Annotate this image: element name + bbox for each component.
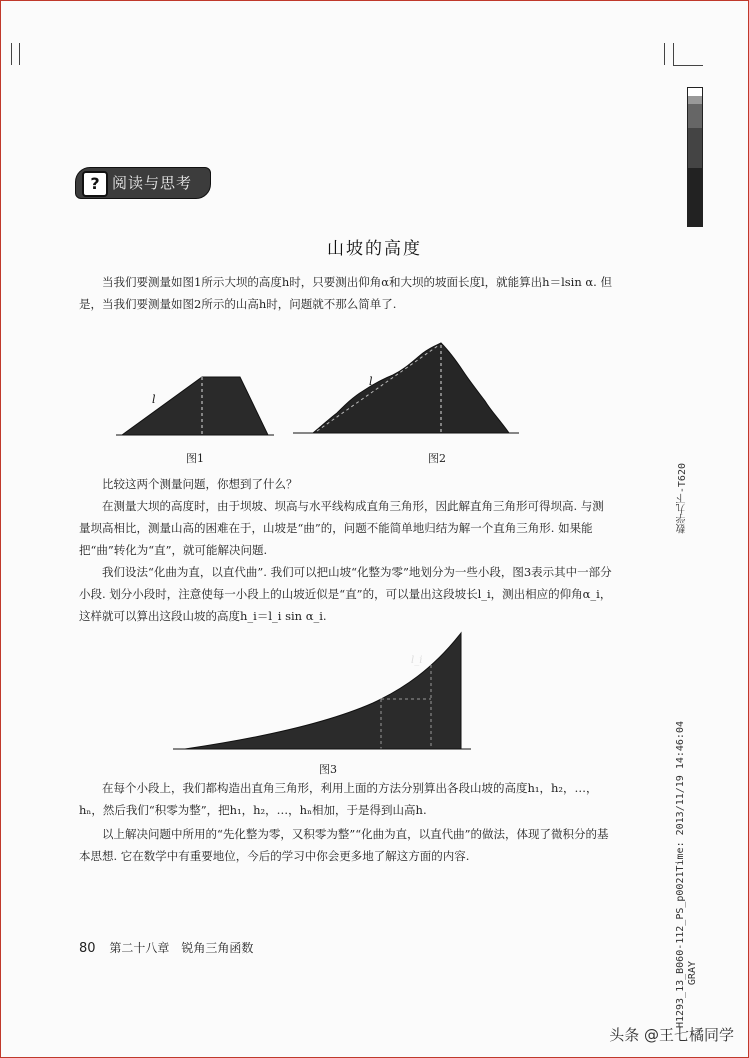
side-label-gray: GRAY [687, 961, 698, 986]
gray-scale-bar [687, 87, 703, 227]
question-paragraph: 比较这两个测量问题，你想到了什么？ [102, 477, 298, 491]
chapter-title: 第二十八章 锐角三角函数 [109, 941, 254, 955]
section-badge-label: 阅读与思考 [112, 174, 193, 192]
crop-mark [664, 43, 665, 65]
figure-1-dam [116, 369, 276, 441]
article-title: 山坡的高度 [327, 239, 422, 259]
crop-mark [673, 43, 674, 65]
page-footer [79, 939, 253, 956]
crop-mark [11, 43, 12, 65]
figure-2-mountain [293, 339, 523, 439]
page-number: 80 [79, 941, 96, 956]
paragraph-2: 在测量大坝的高度时，由于坝坡、坝高与水平线构成直角三角形，因此解直角三角形可得坝高. 与测量坝高相比，测量山高的困难在于，山坡是“曲”的，问题不能简单地归结为解一个直角三角形. 如果能把“曲”转化为“直”，就可能解决问题. [79, 499, 604, 557]
slope-shape [185, 633, 461, 749]
section-badge [75, 167, 211, 199]
question-mark-icon: ? [82, 171, 108, 197]
figure-1-caption: 图1 [186, 452, 204, 465]
segment-label: l_i [411, 655, 423, 666]
side-label-top: 数学九下-T620 [677, 463, 688, 534]
mountain-shape [313, 343, 509, 433]
crop-mark [19, 43, 20, 65]
side-label-bottom: H1293_13_B060-112_PS_p0021Time: 2013/11/19 14:46:04 [675, 721, 686, 1029]
paragraph-5: 以上解决问题中所用的“先化整为零，又积零为整”“化曲为直，以直代曲”的做法，体现了微积分的基本思想. 它在数学中有重要地位，今后的学习中你会更多地了解这方面的内容. [79, 827, 609, 863]
intro-paragraph: 当我们要测量如图1所示大坝的高度h时，只要测出仰角α和大坝的坡面长度l，就能算出h＝lsin α. 但是，当我们要测量如图2所示的山高h时，问题就不那么简单了. [79, 275, 612, 311]
paragraph-4: 在每个小段上，我们都构造出直角三角形，利用上面的方法分别算出各段山坡的高度h₁，h₂，…，hₙ，然后我们“积零为整”，把h₁，h₂，…，hₙ相加，于是得到山高h. [79, 781, 598, 817]
crop-mark [673, 65, 703, 66]
figure-3-caption: 图3 [319, 763, 337, 776]
dam-shape [122, 377, 268, 435]
mountain-slope-label: l [369, 375, 373, 388]
dam-slope-label: l [152, 393, 156, 406]
figure-2-caption: 图2 [428, 452, 446, 465]
figure-3-slope [173, 629, 473, 753]
paragraph-3: 我们设法“化曲为直，以直代曲”. 我们可以把山坡“化整为零”地划分为一些小段，图3表示其中一部分小段. 划分小段时，注意使每一小段上的山坡近似是“直”的，可以量出这段坡长l_i，测出相应的仰角α_i，这样就可以算出这段山坡的高度h_i＝l_i sin α_i. [79, 565, 612, 623]
watermark: 头条 @王七橘同学 [609, 1026, 734, 1044]
